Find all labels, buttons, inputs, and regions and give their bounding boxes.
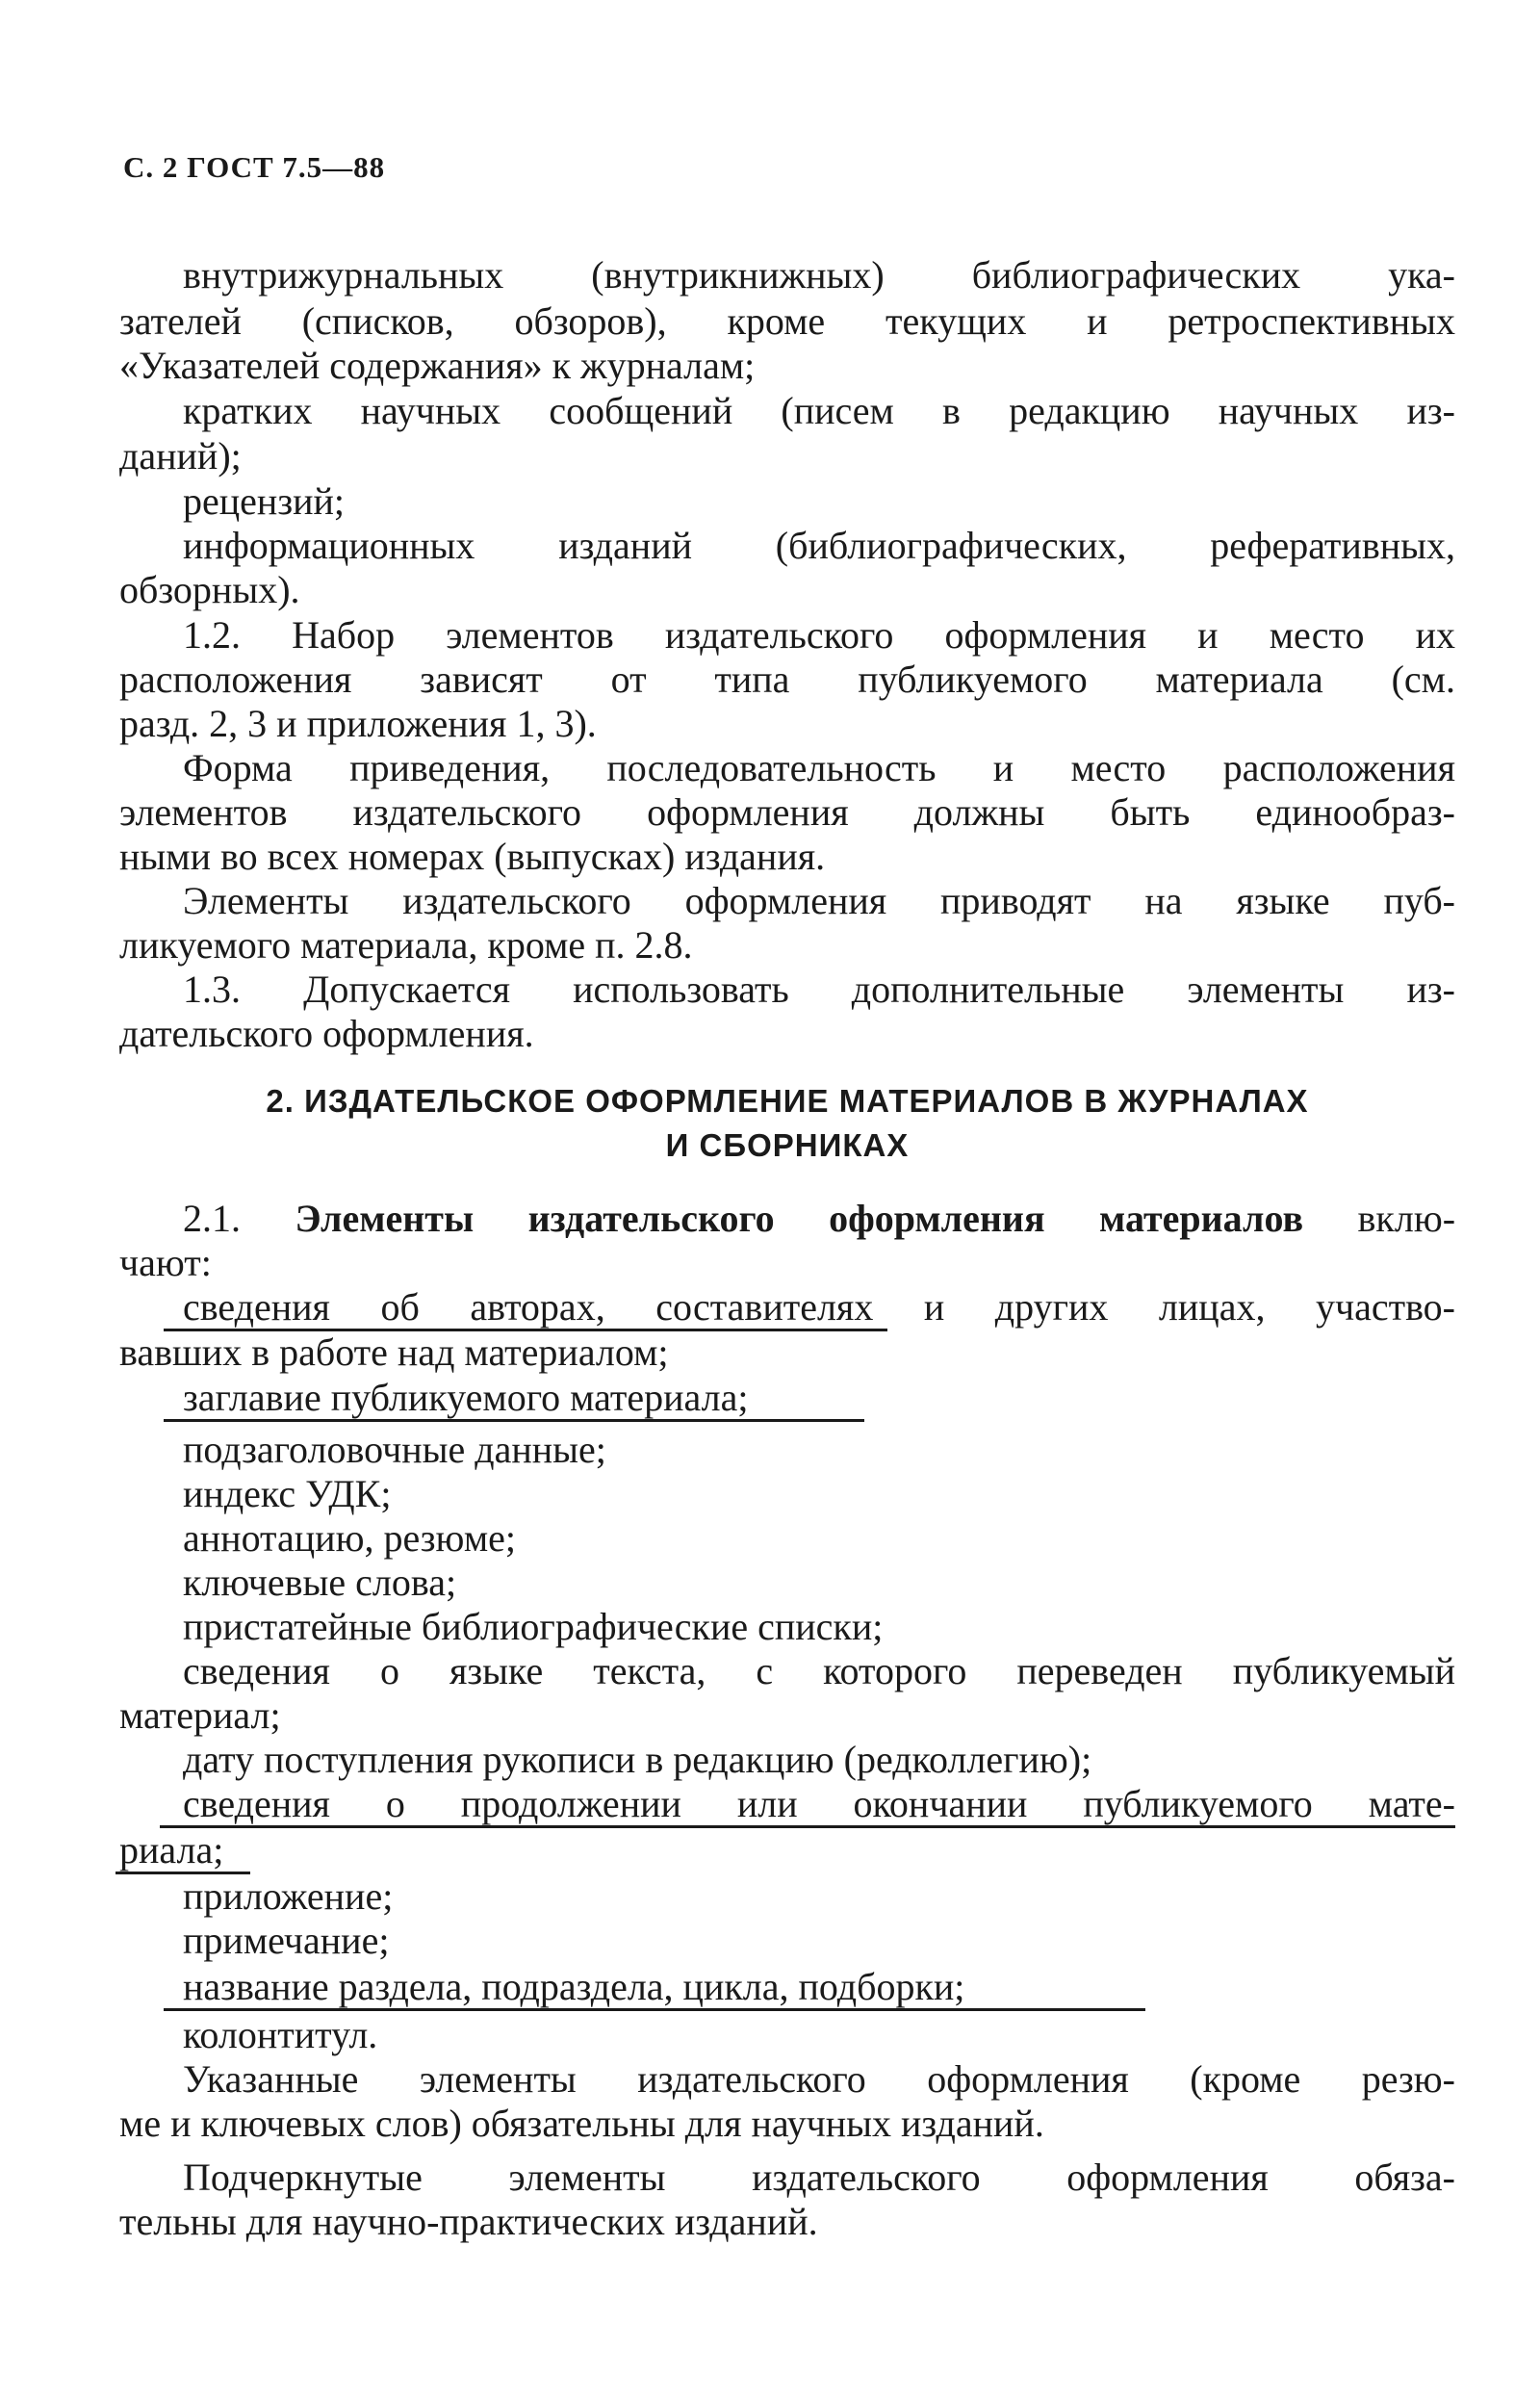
text-line: зателей (списков, обзоров), кроме текущих и ретроспективных xyxy=(119,299,1455,343)
page-header: С. 2 ГОСТ 7.5—88 xyxy=(123,150,386,184)
text-line: расположения зависят от типа публикуемого материала (см. xyxy=(119,658,1455,701)
text-line: 1.2. Набор элементов издательского оформления и место их xyxy=(183,613,1455,657)
text-line: название раздела, подраздела, цикла, подборки; xyxy=(183,1965,965,2008)
text-line: дату поступления рукописи в редакцию (редколлегию); xyxy=(183,1738,1092,1781)
text-line: примечание; xyxy=(183,1919,390,1962)
text-line: рецензий; xyxy=(183,479,346,523)
text-line: элементов издательского оформления должны быть единообраз- xyxy=(119,790,1455,834)
text-line: внутрижурнальных (внутрикнижных) библиографических ука- xyxy=(183,253,1455,297)
item-2-1 xyxy=(183,1196,1455,1242)
text-line: Указанные элементы издательского оформления (кроме резю- xyxy=(183,2057,1455,2101)
section-heading: И СБОРНИКАХ xyxy=(665,1127,910,1163)
text-line: колонтитул. xyxy=(183,2013,378,2056)
text-line: «Указателей содержания» к журналам; xyxy=(119,344,756,387)
text-line: сведения об авторах, составителях и других лицах, участво- xyxy=(183,1285,1455,1329)
text-line: риала; xyxy=(119,1828,224,1872)
text-line: аннотацию, резюме; xyxy=(183,1516,517,1560)
text-line: ликуемого материала, кроме п. 2.8. xyxy=(119,923,693,967)
section-heading: 2. ИЗДАТЕЛЬСКОЕ ОФОРМЛЕНИЕ МАТЕРИАЛОВ В ЖУРНАЛАХ xyxy=(266,1083,1309,1119)
underline-rule xyxy=(164,1419,864,1422)
text-line: 1.3. Допускается использовать дополнительные элементы из- xyxy=(183,968,1455,1011)
text-line: ключевые слова; xyxy=(183,1561,457,1604)
text-line: Форма приведения, последовательность и место расположения xyxy=(183,746,1455,789)
text-line: даний); xyxy=(119,434,242,478)
text-line: материал; xyxy=(119,1693,281,1737)
text-line: подзаголовочные данные; xyxy=(183,1428,606,1471)
text-line: приложение; xyxy=(183,1874,394,1918)
text-line: дательского оформления. xyxy=(119,1012,534,1055)
text-line: индекс УДК; xyxy=(183,1472,392,1515)
text-line: ными во всех номерах (выпусках) издания. xyxy=(119,835,826,878)
text-line: пристатейные библиографические списки; xyxy=(183,1605,884,1648)
text-line: Подчеркнутые элементы издательского оформления обяза- xyxy=(183,2156,1455,2199)
item-rest-text: вклю- xyxy=(1357,1197,1456,1240)
text-line: чают: xyxy=(119,1241,212,1284)
text-line: обзорных). xyxy=(119,568,300,611)
item-bold-text: Элементы издательского оформления материалов xyxy=(295,1197,1304,1240)
item-number: 2.1. xyxy=(183,1197,241,1240)
text-line: вавших в работе над материалом; xyxy=(119,1330,669,1374)
text-line: сведения о продолжении или окончании публикуемого мате- xyxy=(183,1782,1455,1825)
text-line: сведения о языке текста, с которого переведен публикуемый xyxy=(183,1649,1455,1692)
text-line: разд. 2, 3 и приложения 1, 3). xyxy=(119,702,597,745)
text-line: заглавие публикуемого материала; xyxy=(183,1376,749,1419)
text-line: ме и ключевых слов) обязательны для научных изданий. xyxy=(119,2102,1044,2145)
text-line: кратких научных сообщений (писем в редакцию научных из- xyxy=(183,389,1455,432)
text-line: Элементы издательского оформления приводят на языке пуб- xyxy=(183,879,1455,922)
underline-rule xyxy=(164,2008,1145,2011)
text-line: тельны для научно-практических изданий. xyxy=(119,2200,818,2243)
text-line: информационных изданий (библиографических, реферативных, xyxy=(183,524,1455,567)
